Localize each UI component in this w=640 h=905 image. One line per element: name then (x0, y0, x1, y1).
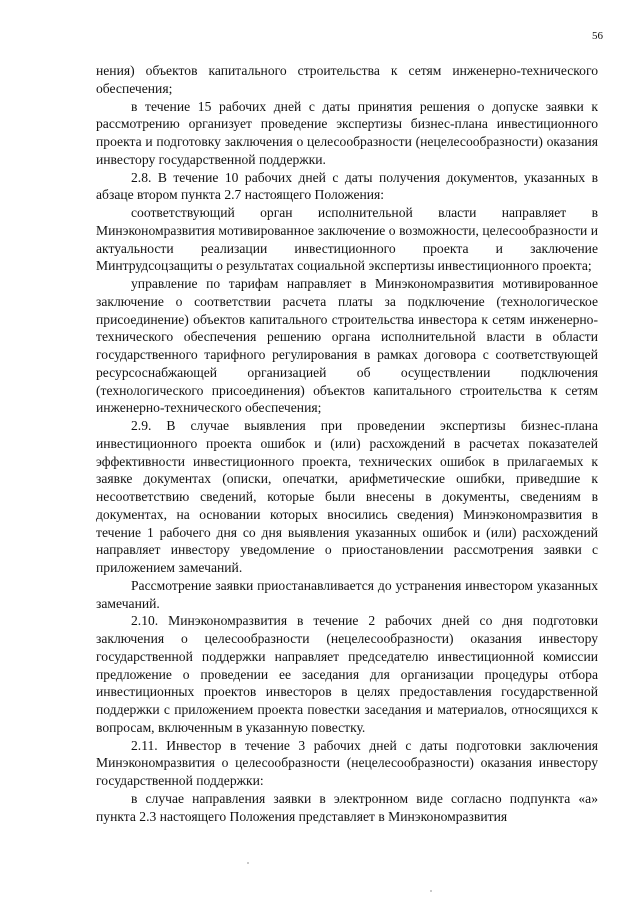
paragraph-expertise-term: в течение 15 рабочих дней с даты принятия решения о допуске заявки к рассмотрению организует проведение экспертизы бизнес-плана инвестиционного проекта и подготовку заключения о целесообразности (нецелесообразности) оказания инвестору государственной поддержки. (96, 98, 598, 167)
paragraph-2-9: 2.9. В случае выявления при проведении экспертизы бизнес-плана инвестиционного проекта ошибок и (или) расхождений в расчетах показателей эффективности инвестиционного проекта, технических ошибок в прилагаемых к заявке документах (описки, опечатки, арифметические ошибки, приведшие к несоответствию сведений, которые были внесены в документы, сведениям в документах, на основании которых вносились сведения) Минэкономразвития в течение 1 рабочего дня со дня выявления указанных ошибок и (или) расхождений направляет инвестору уведомление о приостановлении рассмотрения заявки с приложением замечаний. (96, 418, 598, 575)
paragraph-electronic-submission: в случае направления заявки в электронном виде согласно подпункта «а» пункта 2.3 настоящего Положения представляет в Минэкономразвития (96, 790, 598, 824)
paragraph-executive-body: соответствующий орган исполнительной власти направляет в Минэкономразвития мотивированное заключение о возможности, целесообразности и актуальности реализации инвестиционного проекта и заключение Минтрудсоцзащиты о результатах социальной экспертизы инвестиционного проекта; (96, 205, 598, 274)
document-body (96, 62, 598, 825)
paragraph-2-10: 2.10. Минэкономразвития в течение 2 рабочих дней со дня подготовки заключения о целесообразности (нецелесообразности) оказания инвестору государственной поддержки направляет председателю инвестиционной комиссии предложение о проведении ее заседания для организации процедуры отбора инвестиционных проектов инвесторов в целях предоставления государственной поддержки с приложением проекта повестки заседания и материалов, относящихся к вопросам, включенным в указанную повестку. (96, 613, 598, 735)
paragraph-continuation: нения) объектов капитального строительства к сетям инженерно-технического обеспечения; (96, 63, 598, 96)
scan-speck (430, 890, 432, 892)
paragraph-2-11: 2.11. Инвестор в течение 3 рабочих дней с даты подготовки заключения Минэкономразвития о целесообразности (нецелесообразности) оказания инвестору государственной поддержки: (96, 737, 598, 788)
page-number: 56 (592, 30, 603, 42)
paragraph-tariff-department: управление по тарифам направляет в Минэкономразвития мотивированное заключение о соответствии расчета платы за подключение (технологическое присоединение) объектов капитального строительства инвестора к сетям инженерно-технического обеспечения решению органа исполнительной власти в области государственного тарифного регулирования в рамках договора с соответствующей ресурсоснабжающей организацией об осуществлении подключения (технологического присоединения) объектов капитального строительства к сетям инженерно-технического обеспечения; (96, 276, 598, 416)
scan-speck (247, 862, 249, 864)
paragraph-2-8: 2.8. В течение 10 рабочих дней с даты получения документов, указанных в абзаце втором пункта 2.7 настоящего Положения: (96, 169, 598, 203)
paragraph-suspension: Рассмотрение заявки приостанавливается до устранения инвестором указанных замечаний. (96, 577, 598, 611)
